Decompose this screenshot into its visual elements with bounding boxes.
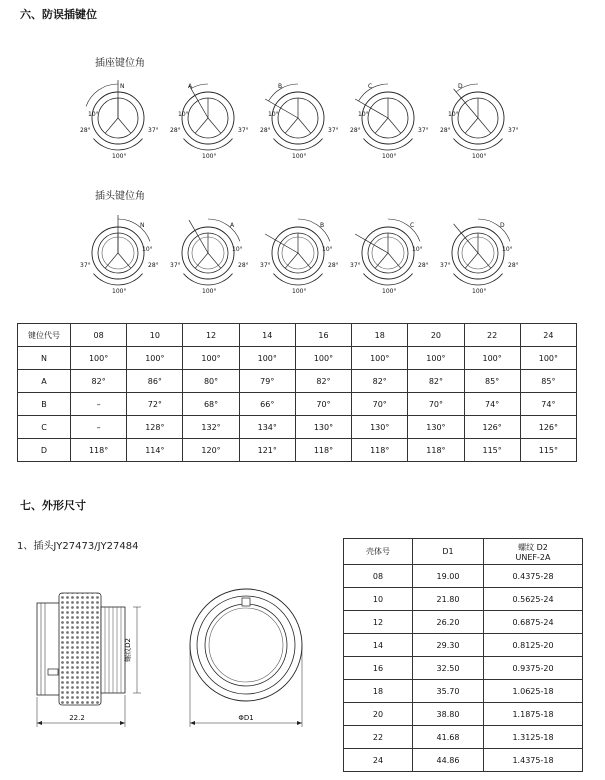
key-letter: D <box>458 83 463 90</box>
table-cell: 128° <box>127 416 183 439</box>
table-cell: 16 <box>344 657 413 680</box>
thread-header-line2: UNEF-2A <box>515 552 551 562</box>
angle-right-label: 28° <box>418 262 429 269</box>
angle-left-label: 37° <box>350 262 361 269</box>
table-cell: 82° <box>352 370 408 393</box>
key-letter: B <box>278 83 283 90</box>
table-row <box>18 347 577 370</box>
angle-left-label: 28° <box>260 127 271 134</box>
table-cell: 100° <box>295 347 351 370</box>
keying-diagram <box>260 83 339 160</box>
table-cell: 100° <box>352 347 408 370</box>
table-row <box>18 370 577 393</box>
angle-right-label: 28° <box>328 262 339 269</box>
angle-bottom-label: 100° <box>112 288 127 295</box>
table-cell: 44.86 <box>413 749 484 772</box>
thread-d2-label: 螺纹D2 <box>124 638 132 662</box>
thread-header-cell <box>484 539 583 565</box>
table-cell: 80° <box>183 370 239 393</box>
key-letter: A <box>230 222 235 229</box>
table-cell: 118° <box>352 439 408 462</box>
dimensions-table <box>343 538 583 772</box>
table-row <box>344 588 583 611</box>
angle-bottom-label: 100° <box>472 288 487 295</box>
table-cell: 29.30 <box>413 634 484 657</box>
table-cell: 118° <box>408 439 464 462</box>
table-cell: 18 <box>344 680 413 703</box>
table-header-cell: 12 <box>183 324 239 347</box>
table-row <box>344 565 583 588</box>
table-cell: 1.4375-18 <box>484 749 583 772</box>
table-cell: 120° <box>183 439 239 462</box>
plug-front-view-drawing <box>175 585 325 730</box>
table-row <box>18 439 577 462</box>
table-cell: 134° <box>239 416 295 439</box>
key-letter: B <box>320 222 325 229</box>
angle-left-label: 37° <box>80 262 91 269</box>
angle-bottom-label: 100° <box>202 288 217 295</box>
table-cell: 26.20 <box>413 611 484 634</box>
table-header-cell: 18 <box>352 324 408 347</box>
table-cell: 41.68 <box>413 726 484 749</box>
table-header-cell: 24 <box>520 324 576 347</box>
angle-bottom-label: 100° <box>382 153 397 160</box>
table-cell: 100° <box>520 347 576 370</box>
table-cell: 121° <box>239 439 295 462</box>
table-cell: C <box>18 416 71 439</box>
table-row <box>344 657 583 680</box>
angle-left-label: 28° <box>440 127 451 134</box>
table-cell: 85° <box>464 370 520 393</box>
table-cell: 24 <box>344 749 413 772</box>
table-cell: 70° <box>352 393 408 416</box>
angle-top-label: 10° <box>268 111 279 118</box>
table-cell: 0.4375-28 <box>484 565 583 588</box>
angle-right-label: 37° <box>508 127 519 134</box>
table-cell: 100° <box>239 347 295 370</box>
angle-left-label: 28° <box>350 127 361 134</box>
angle-bottom-label: 100° <box>292 288 307 295</box>
keying-table <box>17 323 577 462</box>
table-cell: 72° <box>127 393 183 416</box>
table-cell: 74° <box>464 393 520 416</box>
diameter-d1-label: ΦD1 <box>238 714 254 722</box>
angle-right-label: 37° <box>328 127 339 134</box>
table-row <box>344 634 583 657</box>
table-cell: 20 <box>344 703 413 726</box>
keying-diagram <box>350 83 429 160</box>
key-letter: C <box>368 83 373 90</box>
thread-header-line1: 螺纹 D2 <box>518 542 548 552</box>
table-cell: B <box>18 393 71 416</box>
table-cell: 19.00 <box>413 565 484 588</box>
plug-keying-diagrams <box>0 205 605 295</box>
angle-left-label: 37° <box>260 262 271 269</box>
angle-top-label: 10° <box>412 246 423 253</box>
table-cell: 130° <box>295 416 351 439</box>
table-cell: 118° <box>295 439 351 462</box>
table-cell: 35.70 <box>413 680 484 703</box>
keying-diagram <box>170 83 249 160</box>
angle-right-label: 28° <box>238 262 249 269</box>
table-cell: 114° <box>127 439 183 462</box>
table-cell: 1.3125-18 <box>484 726 583 749</box>
table-cell: 79° <box>239 370 295 393</box>
keying-diagram <box>80 215 159 295</box>
socket-keying-label: 插座键位角 <box>95 58 145 69</box>
table-cell: 100° <box>183 347 239 370</box>
angle-left-label: 28° <box>170 127 181 134</box>
socket-keying-diagrams <box>0 70 605 160</box>
plug-model-label: 1、插头JY27473/JY27484 <box>17 541 139 552</box>
table-header-cell: 键位代号 <box>18 324 71 347</box>
key-letter: C <box>410 222 415 229</box>
table-header-row <box>18 324 577 347</box>
table-cell: 130° <box>408 416 464 439</box>
table-header-cell: 14 <box>239 324 295 347</box>
table-cell: 1.0625-18 <box>484 680 583 703</box>
table-cell: 22 <box>344 726 413 749</box>
table-cell: 126° <box>520 416 576 439</box>
plug-side-view-drawing <box>15 585 155 730</box>
table-header-cell: 22 <box>464 324 520 347</box>
table-cell: 0.8125-20 <box>484 634 583 657</box>
key-letter: N <box>140 222 145 229</box>
angle-left-label: 37° <box>440 262 451 269</box>
table-row <box>344 726 583 749</box>
table-cell: A <box>18 370 71 393</box>
table-cell: 21.80 <box>413 588 484 611</box>
angle-right-label: 28° <box>148 262 159 269</box>
table-header-cell: 08 <box>71 324 127 347</box>
table-row <box>344 611 583 634</box>
table-cell: 68° <box>183 393 239 416</box>
angle-right-label: 28° <box>508 262 519 269</box>
table-cell: 82° <box>408 370 464 393</box>
keying-diagram <box>350 219 429 295</box>
keying-diagram <box>440 83 519 160</box>
angle-left-label: 37° <box>170 262 181 269</box>
table-header-cell: 10 <box>127 324 183 347</box>
table-cell: 14 <box>344 634 413 657</box>
table-cell: 38.80 <box>413 703 484 726</box>
table-cell: 0.6875-24 <box>484 611 583 634</box>
table-cell: 100° <box>127 347 183 370</box>
table-cell: 70° <box>295 393 351 416</box>
table-cell: 32.50 <box>413 657 484 680</box>
table-cell: 118° <box>71 439 127 462</box>
key-letter: D <box>500 222 505 229</box>
table-cell: 82° <box>71 370 127 393</box>
keying-diagram <box>80 80 159 160</box>
table-cell: 132° <box>183 416 239 439</box>
table-row <box>344 680 583 703</box>
table-cell: 126° <box>464 416 520 439</box>
table-row <box>18 393 577 416</box>
table-cell: 74° <box>520 393 576 416</box>
table-cell: 10 <box>344 588 413 611</box>
table-cell: 115° <box>520 439 576 462</box>
table-cell: 0.9375-20 <box>484 657 583 680</box>
d1-header-cell: D1 <box>413 539 484 565</box>
keying-diagram <box>440 219 519 295</box>
angle-top-label: 10° <box>322 246 333 253</box>
angle-top-label: 10° <box>232 246 243 253</box>
angle-top-label: 10° <box>502 246 513 253</box>
table-cell: 08 <box>344 565 413 588</box>
table-cell: D <box>18 439 71 462</box>
section7-title: 七、外形尺寸 <box>20 499 86 512</box>
table-header-cell: 20 <box>408 324 464 347</box>
table-cell: 115° <box>464 439 520 462</box>
plug-keying-label: 插头键位角 <box>95 191 145 202</box>
angle-bottom-label: 100° <box>472 153 487 160</box>
angle-right-label: 37° <box>148 127 159 134</box>
angle-right-label: 37° <box>238 127 249 134</box>
table-cell: 0.5625-24 <box>484 588 583 611</box>
table-row <box>344 749 583 772</box>
keying-diagram <box>170 219 249 295</box>
table-row <box>18 416 577 439</box>
key-letter: A <box>188 83 193 90</box>
table-cell: N <box>18 347 71 370</box>
angle-left-label: 28° <box>80 127 91 134</box>
angle-bottom-label: 100° <box>202 153 217 160</box>
table-cell: 100° <box>464 347 520 370</box>
table-cell: 86° <box>127 370 183 393</box>
keying-diagram <box>260 219 339 295</box>
table-cell: 100° <box>71 347 127 370</box>
table-cell: 12 <box>344 611 413 634</box>
key-letter: N <box>120 83 125 90</box>
table-header-cell: 16 <box>295 324 351 347</box>
angle-top-label: 10° <box>88 111 99 118</box>
shell-header-cell: 壳体号 <box>344 539 413 565</box>
table-cell: 82° <box>295 370 351 393</box>
angle-top-label: 10° <box>358 111 369 118</box>
table-cell: 85° <box>520 370 576 393</box>
table-row <box>344 703 583 726</box>
angle-top-label: 10° <box>142 246 153 253</box>
angle-right-label: 37° <box>418 127 429 134</box>
table-cell: 66° <box>239 393 295 416</box>
table-cell: 70° <box>408 393 464 416</box>
table-cell: – <box>71 393 127 416</box>
angle-bottom-label: 100° <box>382 288 397 295</box>
angle-top-label: 10° <box>448 111 459 118</box>
table-header-row <box>344 539 583 565</box>
section6-title: 六、防误插键位 <box>20 8 97 21</box>
angle-top-label: 10° <box>178 111 189 118</box>
table-cell: 100° <box>408 347 464 370</box>
key-arc <box>191 84 208 89</box>
table-cell: 1.1875-18 <box>484 703 583 726</box>
table-cell: – <box>71 416 127 439</box>
angle-bottom-label: 100° <box>112 153 127 160</box>
table-cell: 130° <box>352 416 408 439</box>
length-label: 22.2 <box>69 714 85 722</box>
angle-bottom-label: 100° <box>292 153 307 160</box>
